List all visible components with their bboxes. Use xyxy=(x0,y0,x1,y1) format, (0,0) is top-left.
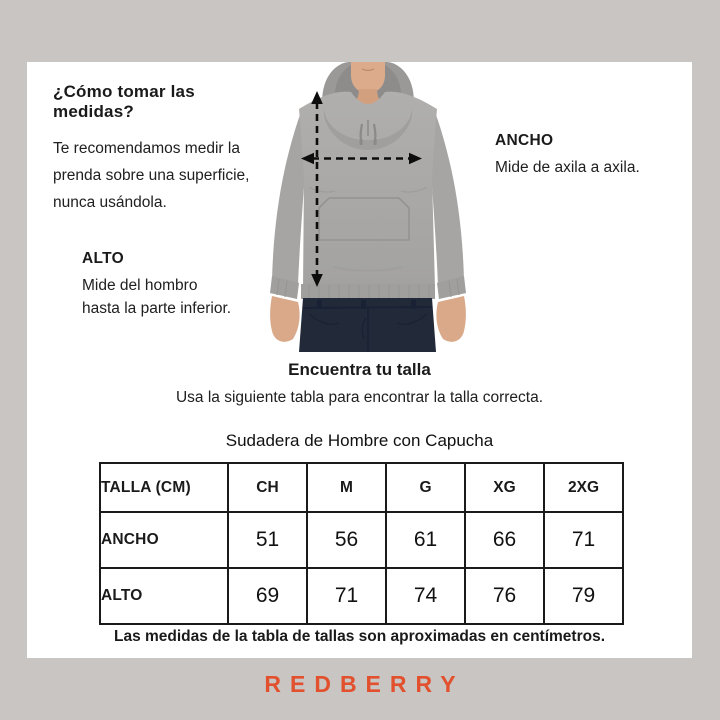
table-cell-value: 56 xyxy=(307,512,386,568)
table-header-cell: M xyxy=(307,463,386,512)
size-table xyxy=(99,462,624,625)
table-row xyxy=(100,512,623,568)
table-header-cell: 2XG xyxy=(544,463,623,512)
table-row xyxy=(100,568,623,624)
table-row-label: ALTO xyxy=(100,568,228,624)
alto-note xyxy=(82,250,282,320)
table-header-row xyxy=(100,463,623,512)
table-cell-value: 79 xyxy=(544,568,623,624)
table-caption: Sudadera de Hombre con Capucha xyxy=(225,431,494,450)
right-hand xyxy=(436,296,465,342)
ancho-description: Mide de axila a axila. xyxy=(495,159,640,176)
table-cell-value: 76 xyxy=(465,568,544,624)
table-header-cell: CH xyxy=(228,463,307,512)
table-header-cell: G xyxy=(386,463,465,512)
table-footnote: Las medidas de la tabla de tallas son aproximadas en centímetros. xyxy=(113,628,605,645)
alto-description-line: Mide del hombro xyxy=(82,277,198,294)
find-size-subtitle: Usa la siguiente tabla para encontrar la talla correcta. xyxy=(175,389,544,406)
find-size-title: Encuentra tu talla xyxy=(288,360,431,379)
ancho-label: ANCHO xyxy=(495,132,554,149)
brand-logo: REDBERRY xyxy=(264,671,465,697)
table-cell-value: 69 xyxy=(228,568,307,624)
drawstring-aglet xyxy=(360,139,363,145)
how-to-line: nunca usándola. xyxy=(53,194,167,211)
table-cell-value: 71 xyxy=(307,568,386,624)
table-cell-value: 61 xyxy=(386,512,465,568)
table-header-cell: TALLA (CM) xyxy=(100,463,228,512)
ancho-note xyxy=(495,132,680,179)
face-shape xyxy=(351,62,385,93)
belt-loop xyxy=(411,300,416,309)
alto-description-line: hasta la parte inferior. xyxy=(82,300,232,317)
size-guide-card xyxy=(27,62,692,658)
how-to-title: ¿Cómo tomar las medidas? xyxy=(53,82,195,121)
belt-loop xyxy=(317,300,322,309)
alto-label: ALTO xyxy=(82,250,124,267)
hem-band xyxy=(301,284,435,299)
how-to-line: prenda sobre una superficie, xyxy=(53,167,250,184)
table-cell-value: 51 xyxy=(228,512,307,568)
belt-loop xyxy=(361,300,366,309)
table-row-label: ANCHO xyxy=(100,512,228,568)
table-cell-value: 74 xyxy=(386,568,465,624)
table-cell-value: 71 xyxy=(544,512,623,568)
right-sleeve-shape xyxy=(431,107,464,286)
drawstring xyxy=(361,124,362,140)
table-header-cell: XG xyxy=(465,463,544,512)
find-size-section xyxy=(27,360,692,407)
drawstring xyxy=(374,124,375,140)
table-cell-value: 66 xyxy=(465,512,544,568)
drawstring-aglet xyxy=(374,139,377,145)
how-to-line: Te recomendamos medir la xyxy=(53,140,240,157)
